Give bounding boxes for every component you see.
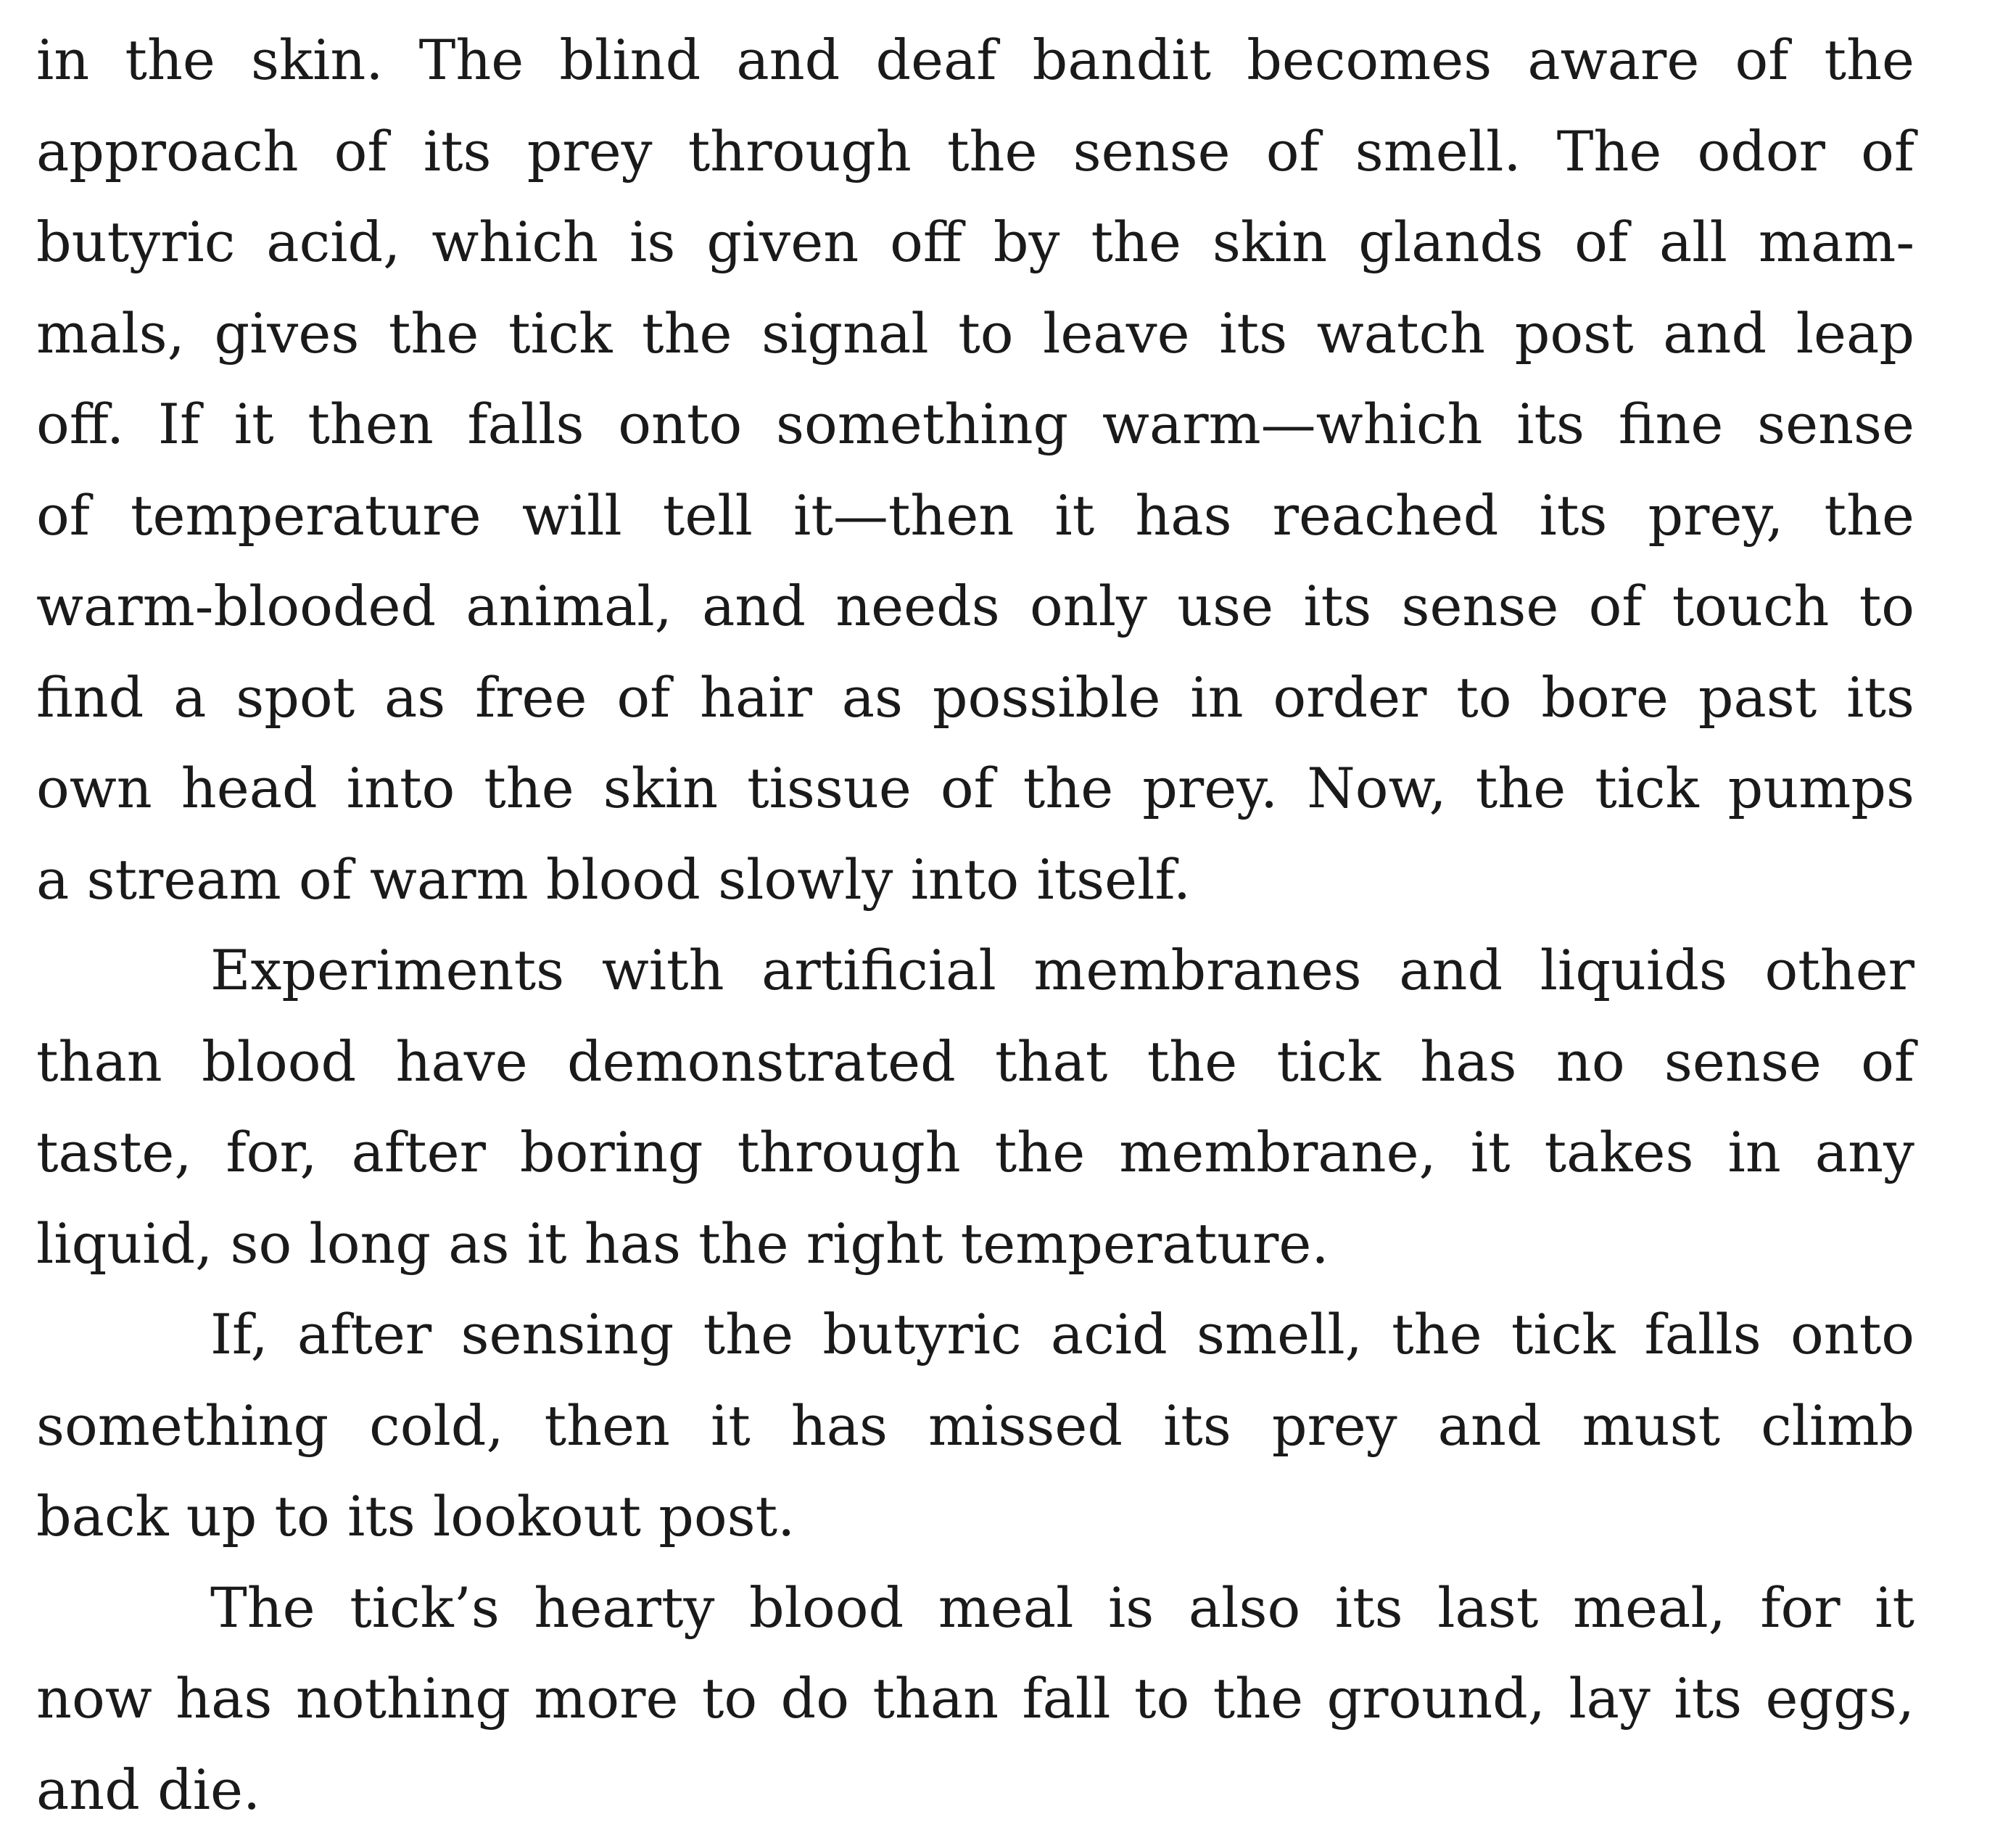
text-line: off. If it then falls onto something warm—which its fine sense (36, 379, 1914, 470)
text-line: approach of its prey through the sense of smell. The odor of (36, 106, 1914, 197)
text-line: and die. (36, 1744, 1914, 1835)
text-line: something cold, then it has missed its prey and must climb (36, 1380, 1914, 1472)
text-line: back up to its lookout post. (36, 1471, 1914, 1562)
text-line: a stream of warm blood slowly into itself. (36, 834, 1914, 925)
text-line: in the skin. The blind and deaf bandit becomes aware of the (36, 15, 1914, 106)
text-line: The tick’s hearty blood meal is also its last meal, for it (36, 1562, 1914, 1654)
text-line: find a spot as free of hair as possible in order to bore past its (36, 652, 1914, 743)
text-line: If, after sensing the butyric acid smell, the tick falls onto (36, 1289, 1914, 1380)
body-text (36, 15, 1914, 1835)
paragraph-1 (36, 15, 1914, 925)
text-line: taste, for, after boring through the membrane, it takes in any (36, 1107, 1914, 1198)
text-line: than blood have demonstrated that the tick has no sense of (36, 1016, 1914, 1108)
text-line: own head into the skin tissue of the prey. Now, the tick pumps (36, 743, 1914, 834)
text-line: now has nothing more to do than fall to the ground, lay its eggs, (36, 1653, 1914, 1744)
paragraph-4 (36, 1562, 1914, 1835)
paragraph-2 (36, 925, 1914, 1289)
text-line: of temperature will tell it—then it has reached its prey, the (36, 470, 1914, 561)
text-line: mals, gives the tick the signal to leave its watch post and leap (36, 288, 1914, 379)
text-line: liquid, so long as it has the right temperature. (36, 1198, 1914, 1290)
text-line: warm-blooded animal, and needs only use its sense of touch to (36, 561, 1914, 652)
text-line: Experiments with artificial membranes and liquids other (36, 925, 1914, 1016)
text-line: butyric acid, which is given off by the skin glands of all mam- (36, 197, 1914, 288)
paragraph-3 (36, 1289, 1914, 1562)
